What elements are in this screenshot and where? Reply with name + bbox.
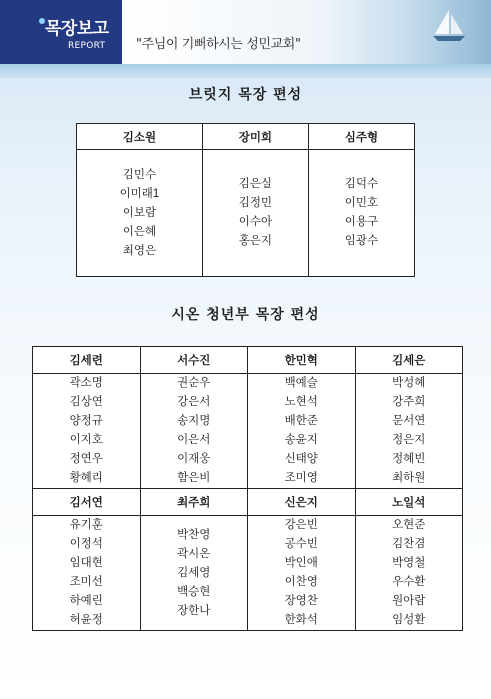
member-name: 정혜빈 — [392, 453, 426, 465]
member-name: 장영찬 — [284, 595, 318, 607]
member-name: 노현석 — [284, 396, 318, 408]
member-name: 최하원 — [392, 472, 426, 484]
member-name: 홍은지 — [238, 235, 273, 247]
member-name: 이재웅 — [177, 453, 211, 465]
members-cell — [248, 516, 356, 631]
leader-cell: 김세련 — [33, 347, 141, 374]
leader-cell: 심주형 — [308, 124, 414, 150]
member-name: 김찬겸 — [392, 538, 426, 550]
page-header — [0, 0, 491, 64]
members-cell — [77, 150, 203, 277]
church-slogan: "주님이 기뻐하시는 성민교회" — [136, 37, 301, 52]
members-cell — [308, 150, 414, 277]
member-name: 백승현 — [177, 585, 211, 598]
sea-band — [0, 64, 491, 78]
leader-cell: 노일석 — [355, 489, 463, 516]
member-name: 정연우 — [69, 453, 103, 465]
member-name: 공수빈 — [284, 538, 318, 550]
header-banner — [122, 0, 491, 64]
member-name: 한화석 — [284, 614, 318, 626]
member-name: 김상연 — [69, 396, 103, 408]
leader-cell: 최주희 — [140, 489, 248, 516]
leader-cell: 김서연 — [33, 489, 141, 516]
member-name: 이찬영 — [284, 576, 318, 588]
member-name: 이보람 — [122, 206, 157, 219]
leader-cell: 김세은 — [355, 347, 463, 374]
member-name: 우수환 — [392, 576, 426, 588]
member-name: 정은지 — [392, 434, 426, 446]
member-name: 오현준 — [392, 519, 426, 531]
member-name: 이용구 — [344, 216, 379, 228]
member-name: 임광수 — [344, 235, 379, 247]
logo-subtitle: REPORT — [68, 41, 106, 51]
members-cell — [248, 374, 356, 489]
leader-cell: 서수진 — [140, 347, 248, 374]
logo — [0, 0, 122, 64]
member-name: 문서연 — [392, 415, 426, 427]
members-cell — [33, 516, 141, 631]
bridge-section-title: 브릿지 목장 편성 — [188, 87, 303, 103]
member-name: 이은서 — [177, 434, 211, 446]
member-name: 김정민 — [238, 197, 273, 209]
member-name: 김세영 — [177, 566, 211, 579]
member-name: 허윤정 — [69, 614, 103, 626]
member-name: 박인애 — [284, 557, 318, 569]
leader-cell: 장미희 — [202, 124, 308, 150]
sailboat-icon — [429, 8, 469, 42]
member-name: 임성환 — [392, 614, 426, 626]
member-name: 이수아 — [238, 216, 273, 228]
member-name: 박성혜 — [392, 377, 426, 389]
member-name: 김민수 — [122, 168, 157, 181]
member-name: 이민호 — [344, 197, 379, 209]
member-name: 유기훈 — [69, 519, 103, 531]
members-cell — [140, 516, 248, 631]
member-name: 이지호 — [69, 434, 103, 446]
member-name: 송윤지 — [284, 434, 318, 446]
members-cell — [140, 374, 248, 489]
members-cell — [202, 150, 308, 277]
member-name: 황혜리 — [69, 472, 103, 484]
member-name: 이은혜 — [122, 225, 157, 238]
member-name: 조미선 — [69, 576, 103, 588]
member-name: 강은서 — [177, 396, 211, 408]
member-name: 박찬영 — [177, 528, 211, 541]
leader-cell: 한민혁 — [248, 347, 356, 374]
logo-title: 목장보고 — [45, 19, 109, 39]
member-name: 이미래1 — [119, 187, 160, 200]
members-cell — [355, 516, 463, 631]
members-cell — [355, 374, 463, 489]
member-name: 박영철 — [392, 557, 426, 569]
youth-section-title: 시온 청년부 목장 편성 — [171, 307, 320, 323]
member-name: 최영은 — [122, 244, 157, 257]
member-name: 원아람 — [392, 595, 426, 607]
leader-cell: 신은지 — [248, 489, 356, 516]
member-name: 장한나 — [177, 604, 211, 617]
leader-cell: 김소원 — [77, 124, 203, 150]
member-name: 권순우 — [177, 377, 211, 389]
member-name: 임대현 — [69, 557, 103, 569]
member-name: 강주희 — [392, 396, 426, 408]
member-name: 함은비 — [177, 472, 211, 484]
member-name: 강은빈 — [284, 519, 318, 531]
member-name: 양정규 — [69, 415, 103, 427]
member-name: 김은실 — [238, 178, 273, 190]
member-name: 송지명 — [177, 415, 211, 427]
member-name: 곽시온 — [177, 547, 211, 560]
members-cell — [33, 374, 141, 489]
member-name: 하예린 — [69, 595, 103, 607]
youth-group-table — [32, 346, 463, 631]
member-name: 조미영 — [284, 472, 318, 484]
member-name: 이정석 — [69, 538, 103, 550]
member-name: 김덕수 — [344, 178, 379, 190]
member-name: 신태양 — [284, 453, 318, 465]
member-name: 곽소명 — [69, 377, 103, 389]
member-name: 배한준 — [284, 415, 318, 427]
member-name: 백예슬 — [284, 377, 318, 389]
bridge-group-table — [76, 123, 415, 277]
